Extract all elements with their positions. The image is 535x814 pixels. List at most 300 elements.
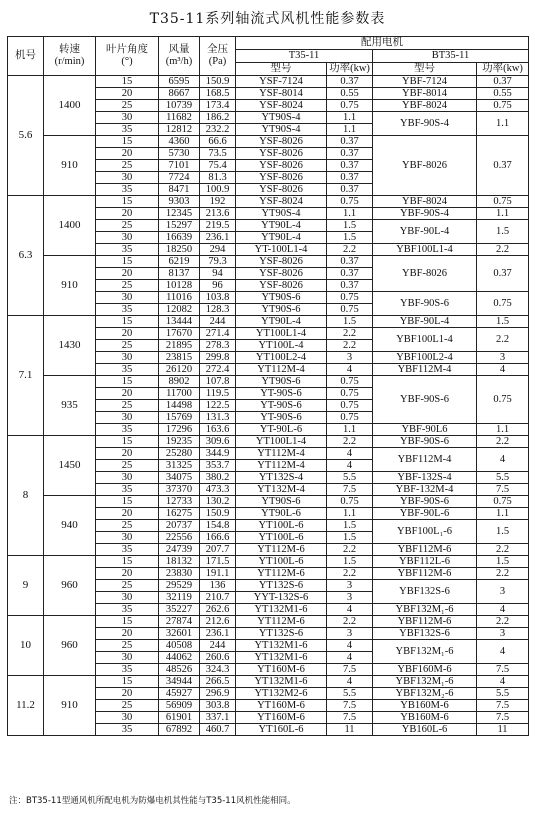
flow-cell: 23830 <box>159 568 200 580</box>
flow-cell: 15297 <box>159 220 200 232</box>
speed-header-label: 转速 <box>59 44 80 55</box>
flow-cell: 12812 <box>159 124 200 136</box>
t35-power-cell: 1.1 <box>327 112 373 124</box>
angle-cell: 20 <box>96 208 159 220</box>
t35-power-cell: 2.2 <box>327 436 373 448</box>
angle-cell: 35 <box>96 184 159 196</box>
t35-power-cell: 0.37 <box>327 268 373 280</box>
bt35-power-cell: 4 <box>477 364 529 376</box>
bt35-model-cell: YBF-8024 <box>373 100 477 112</box>
pressure-cell: 262.6 <box>200 604 236 616</box>
angle-cell: 35 <box>96 484 159 496</box>
bt35-model-header: 型号 <box>373 63 477 76</box>
bt35-power-cell: 7.5 <box>477 712 529 724</box>
bt35-power-cell: 1.1 <box>477 208 529 220</box>
bt35-power-header: 功率(kw) <box>477 63 529 76</box>
bt35-power-cell: 1.5 <box>477 316 529 328</box>
pressure-cell: 309.6 <box>200 436 236 448</box>
table-row <box>8 616 529 628</box>
t35-power-cell: 4 <box>327 364 373 376</box>
table-row <box>8 676 529 688</box>
t35-model-cell: YT100L-6 <box>236 556 327 568</box>
t35-model-cell: YT-90L-6 <box>236 424 327 436</box>
t35-power-cell: 1.1 <box>327 424 373 436</box>
t35-power-cell: 2.2 <box>327 616 373 628</box>
bt35-model-cell: YBF132S-6 <box>373 628 477 640</box>
t35-power-cell: 3 <box>327 592 373 604</box>
t35-power-cell: 7.5 <box>327 712 373 724</box>
pressure-cell: 122.5 <box>200 400 236 412</box>
flow-cell: 40508 <box>159 640 200 652</box>
t35-model-cell: YT100L-6 <box>236 520 327 532</box>
table-row <box>8 196 529 208</box>
angle-cell: 35 <box>96 244 159 256</box>
pressure-cell: 232.2 <box>200 124 236 136</box>
angle-cell: 25 <box>96 700 159 712</box>
flow-cell: 21895 <box>159 340 200 352</box>
pressure-header-unit: (Pa) <box>208 56 227 67</box>
t35-power-cell: 0.75 <box>327 292 373 304</box>
t35-model-cell: YT90S-4 <box>236 112 327 124</box>
bt35-model-cell: YBF100L₁-6 <box>373 520 477 544</box>
flow-cell: 7724 <box>159 172 200 184</box>
pressure-cell: 166.6 <box>200 532 236 544</box>
t35-power-cell: 7.5 <box>327 484 373 496</box>
t35-power-cell: 1.5 <box>327 556 373 568</box>
flow-cell: 20737 <box>159 520 200 532</box>
angle-cell: 20 <box>96 328 159 340</box>
t35-model-cell: YT90L-4 <box>236 316 327 328</box>
pressure-cell: 130.2 <box>200 496 236 508</box>
t35-power-cell: 0.75 <box>327 304 373 316</box>
bt35-model-cell: YBF112M-4 <box>373 364 477 376</box>
bt35-power-cell: 3 <box>477 352 529 364</box>
pressure-cell: 266.5 <box>200 676 236 688</box>
fan-no-header: 机号 <box>8 37 44 76</box>
flow-cell: 16275 <box>159 508 200 520</box>
bt35-power-cell: 0.75 <box>477 376 529 424</box>
angle-cell: 15 <box>96 316 159 328</box>
t35-model-cell: YT-90S-6 <box>236 388 327 400</box>
pressure-header-label: 全压 <box>207 44 228 55</box>
bt35-power-cell: 0.75 <box>477 196 529 208</box>
pressure-cell: 128.3 <box>200 304 236 316</box>
angle-cell: 15 <box>96 256 159 268</box>
flow-cell: 11682 <box>159 112 200 124</box>
t35-power-cell: 0.75 <box>327 412 373 424</box>
pressure-cell: 294 <box>200 244 236 256</box>
flow-cell: 11016 <box>159 292 200 304</box>
pressure-cell: 210.7 <box>200 592 236 604</box>
angle-cell: 25 <box>96 580 159 592</box>
speed-cell: 910 <box>44 256 96 316</box>
bt35-model-cell: YBF112M-6 <box>373 616 477 628</box>
pressure-cell: 81.3 <box>200 172 236 184</box>
pressure-cell: 154.8 <box>200 520 236 532</box>
bt35-power-cell: 5.5 <box>477 472 529 484</box>
bt35-power-cell: 4 <box>477 604 529 616</box>
angle-header <box>96 37 159 76</box>
pressure-cell: 100.9 <box>200 184 236 196</box>
t35-model-cell: YT160M-6 <box>236 712 327 724</box>
flow-cell: 29529 <box>159 580 200 592</box>
bt35-power-cell: 1.5 <box>477 556 529 568</box>
t35-model-cell: YT90S-4 <box>236 124 327 136</box>
t35-model-cell: YT100L2-4 <box>236 352 327 364</box>
t35-power-cell: 4 <box>327 604 373 616</box>
bt35-power-cell: 4 <box>477 640 529 664</box>
angle-cell: 30 <box>96 712 159 724</box>
flow-cell: 14498 <box>159 400 200 412</box>
pressure-cell: 75.4 <box>200 160 236 172</box>
bt35-model-cell: YBF-7124 <box>373 76 477 88</box>
t35-model-cell: YT112M-4 <box>236 448 327 460</box>
table-row <box>8 496 529 508</box>
bt35-power-cell: 7.5 <box>477 700 529 712</box>
pressure-cell: 66.6 <box>200 136 236 148</box>
t35-power-cell: 0.37 <box>327 280 373 292</box>
flow-cell: 37370 <box>159 484 200 496</box>
t35-model-cell: YT132S-6 <box>236 628 327 640</box>
angle-cell: 25 <box>96 100 159 112</box>
pressure-cell: 94 <box>200 268 236 280</box>
t35-power-cell: 1.5 <box>327 532 373 544</box>
t35-model-cell: YT112M-6 <box>236 616 327 628</box>
speed-cell: 910 <box>44 676 96 736</box>
bt35-power-cell: 1.5 <box>477 520 529 544</box>
t35-model-cell: YT90S-6 <box>236 496 327 508</box>
flow-cell: 12345 <box>159 208 200 220</box>
speed-cell: 940 <box>44 496 96 556</box>
angle-cell: 35 <box>96 724 159 736</box>
pressure-cell: 296.9 <box>200 688 236 700</box>
t35-power-cell: 11 <box>327 724 373 736</box>
t35-power-cell: 1.5 <box>327 316 373 328</box>
bt35-model-cell: YBF100L1-4 <box>373 244 477 256</box>
t35-model-cell: YT132M1-6 <box>236 640 327 652</box>
bt35-model-cell: YBF-8026 <box>373 256 477 292</box>
t35-model-cell: YT100L-4 <box>236 340 327 352</box>
angle-cell: 25 <box>96 640 159 652</box>
t35-model-cell: YT160L-6 <box>236 724 327 736</box>
flow-cell: 8137 <box>159 268 200 280</box>
angle-cell: 30 <box>96 652 159 664</box>
bt35-power-cell: 0.37 <box>477 76 529 88</box>
bt35-power-cell: 4 <box>477 676 529 688</box>
t35-model-cell: YT90L-4 <box>236 220 327 232</box>
flow-cell: 32601 <box>159 628 200 640</box>
angle-cell: 35 <box>96 544 159 556</box>
flow-cell: 11700 <box>159 388 200 400</box>
fan-no-cell: 10 <box>8 616 44 676</box>
pressure-cell: 107.8 <box>200 376 236 388</box>
t35-model-cell: YT132M1-6 <box>236 676 327 688</box>
angle-cell: 30 <box>96 112 159 124</box>
performance-table <box>7 36 529 736</box>
flow-cell: 44062 <box>159 652 200 664</box>
t35-power-cell: 0.75 <box>327 196 373 208</box>
t35-power-cell: 0.37 <box>327 160 373 172</box>
pressure-cell: 212.6 <box>200 616 236 628</box>
speed-header <box>44 37 96 76</box>
bt35-model-cell: YBF-90L-4 <box>373 220 477 244</box>
t35-power-cell: 0.75 <box>327 496 373 508</box>
angle-cell: 15 <box>96 76 159 88</box>
pressure-cell: 460.7 <box>200 724 236 736</box>
t35-model-cell: YT-100L1-4 <box>236 244 327 256</box>
pressure-cell: 272.4 <box>200 364 236 376</box>
flow-cell: 34075 <box>159 472 200 484</box>
table-row <box>8 316 529 328</box>
bt35-model-cell: YBF160M-6 <box>373 664 477 676</box>
flow-cell: 12733 <box>159 496 200 508</box>
bt35-power-cell: 1.1 <box>477 508 529 520</box>
t35-model-header: 型号 <box>236 63 327 76</box>
t35-power-cell: 1.1 <box>327 124 373 136</box>
flow-cell: 10739 <box>159 100 200 112</box>
flow-cell: 18132 <box>159 556 200 568</box>
angle-cell: 30 <box>96 232 159 244</box>
speed-cell: 1450 <box>44 436 96 496</box>
bt35-model-cell: YBF-90L-6 <box>373 508 477 520</box>
angle-cell: 25 <box>96 400 159 412</box>
speed-cell: 910 <box>44 136 96 196</box>
pressure-cell: 219.5 <box>200 220 236 232</box>
angle-cell: 20 <box>96 508 159 520</box>
t35-power-cell: 4 <box>327 676 373 688</box>
pressure-cell: 119.5 <box>200 388 236 400</box>
t35-power-cell: 0.37 <box>327 256 373 268</box>
t35-model-cell: YT132M1-6 <box>236 604 327 616</box>
angle-cell: 30 <box>96 532 159 544</box>
bt35-model-cell: YBF112M-6 <box>373 568 477 580</box>
bt35-model-cell: YBF-90L-4 <box>373 316 477 328</box>
angle-cell: 35 <box>96 304 159 316</box>
bt35-power-cell: 7.5 <box>477 484 529 496</box>
t35-model-cell: YT112M-6 <box>236 544 327 556</box>
t35-model-cell: YSF-8026 <box>236 136 327 148</box>
t35-model-cell: YT132M1-6 <box>236 652 327 664</box>
angle-cell: 25 <box>96 280 159 292</box>
motor-group-header: 配用电机 <box>236 37 529 50</box>
flow-cell: 7101 <box>159 160 200 172</box>
t35-power-cell: 0.55 <box>327 88 373 100</box>
t35-model-cell: YT160M-6 <box>236 664 327 676</box>
bt35-header: BT35-11 <box>373 50 529 63</box>
t35-model-cell: YSF-8026 <box>236 280 327 292</box>
table-row <box>8 376 529 388</box>
t35-model-cell: YSF-8024 <box>236 100 327 112</box>
bt35-model-cell: YBF132M₁-6 <box>373 640 477 664</box>
t35-model-cell: YSF-8026 <box>236 148 327 160</box>
bt35-model-cell: YBF132M₂-6 <box>373 688 477 700</box>
t35-power-cell: 2.2 <box>327 544 373 556</box>
flow-cell: 32119 <box>159 592 200 604</box>
flow-header <box>159 37 200 76</box>
angle-cell: 15 <box>96 676 159 688</box>
angle-cell: 30 <box>96 352 159 364</box>
bt35-power-cell: 2.2 <box>477 616 529 628</box>
bt35-power-cell: 5.5 <box>477 688 529 700</box>
pressure-cell: 168.5 <box>200 88 236 100</box>
angle-cell: 20 <box>96 628 159 640</box>
t35-power-cell: 4 <box>327 448 373 460</box>
angle-cell: 30 <box>96 472 159 484</box>
bt35-power-cell: 2.2 <box>477 328 529 352</box>
t35-power-cell: 2.2 <box>327 568 373 580</box>
pressure-cell: 324.3 <box>200 664 236 676</box>
flow-cell: 19235 <box>159 436 200 448</box>
t35-power-cell: 3 <box>327 580 373 592</box>
flow-cell: 9303 <box>159 196 200 208</box>
pressure-cell: 213.6 <box>200 208 236 220</box>
pressure-cell: 103.8 <box>200 292 236 304</box>
fan-no-cell: 8 <box>8 436 44 556</box>
table-body <box>8 76 529 736</box>
pressure-cell: 344.9 <box>200 448 236 460</box>
pressure-cell: 136 <box>200 580 236 592</box>
bt35-power-cell: 3 <box>477 628 529 640</box>
t35-power-cell: 4 <box>327 652 373 664</box>
pressure-cell: 278.3 <box>200 340 236 352</box>
t35-model-cell: YSF-8026 <box>236 172 327 184</box>
bt35-power-cell: 0.37 <box>477 136 529 196</box>
t35-power-cell: 1.5 <box>327 232 373 244</box>
pressure-cell: 244 <box>200 640 236 652</box>
fan-no-cell: 11.2 <box>8 676 44 736</box>
flow-cell: 15769 <box>159 412 200 424</box>
angle-cell: 15 <box>96 376 159 388</box>
angle-cell: 15 <box>96 616 159 628</box>
angle-cell: 30 <box>96 412 159 424</box>
bt35-model-cell: YBF-90S-6 <box>373 292 477 316</box>
bt35-model-cell: YBF-8014 <box>373 88 477 100</box>
bt35-power-cell: 4 <box>477 448 529 472</box>
t35-power-cell: 5.5 <box>327 688 373 700</box>
footnote: 注：BT35-11型通风机所配电机为防爆电机其性能与T35-11风机性能相同。 <box>9 796 296 806</box>
t35-model-cell: YT112M-4 <box>236 460 327 472</box>
flow-cell: 17296 <box>159 424 200 436</box>
bt35-model-cell: YBF132M₁-6 <box>373 676 477 688</box>
pressure-cell: 303.8 <box>200 700 236 712</box>
t35-power-cell: 2.2 <box>327 340 373 352</box>
angle-cell: 35 <box>96 364 159 376</box>
angle-cell: 35 <box>96 664 159 676</box>
flow-cell: 6219 <box>159 256 200 268</box>
bt35-power-cell: 2.2 <box>477 244 529 256</box>
pressure-cell: 244 <box>200 316 236 328</box>
t35-model-cell: YT90S-6 <box>236 292 327 304</box>
flow-cell: 18250 <box>159 244 200 256</box>
t35-model-cell: YT90S-6 <box>236 304 327 316</box>
t35-power-cell: 3 <box>327 628 373 640</box>
t35-model-cell: YT100L1-4 <box>236 436 327 448</box>
pressure-cell: 171.5 <box>200 556 236 568</box>
flow-cell: 67892 <box>159 724 200 736</box>
table-row <box>8 436 529 448</box>
speed-cell: 960 <box>44 616 96 676</box>
pressure-cell: 131.3 <box>200 412 236 424</box>
bt35-power-cell: 0.75 <box>477 292 529 316</box>
t35-model-cell: YT90S-6 <box>236 376 327 388</box>
angle-cell: 15 <box>96 556 159 568</box>
t35-model-cell: YSF-8026 <box>236 184 327 196</box>
t35-model-cell: YT160M-6 <box>236 700 327 712</box>
flow-header-unit: (m³/h) <box>165 56 193 67</box>
t35-model-cell: YT112M-6 <box>236 568 327 580</box>
t35-power-cell: 2.2 <box>327 328 373 340</box>
flow-cell: 13444 <box>159 316 200 328</box>
t35-model-cell: YSF-8026 <box>236 160 327 172</box>
bt35-power-cell: 2.2 <box>477 436 529 448</box>
pressure-cell: 192 <box>200 196 236 208</box>
flow-cell: 25280 <box>159 448 200 460</box>
flow-cell: 56909 <box>159 700 200 712</box>
table-row <box>8 76 529 88</box>
bt35-model-cell: YB160M-6 <box>373 700 477 712</box>
bt35-model-cell: YBF100L1-4 <box>373 328 477 352</box>
pressure-cell: 173.4 <box>200 100 236 112</box>
angle-cell: 15 <box>96 196 159 208</box>
bt35-model-cell: YBF112M-4 <box>373 448 477 472</box>
bt35-power-cell: 7.5 <box>477 664 529 676</box>
bt35-model-cell: YBF112L-6 <box>373 556 477 568</box>
t35-power-cell: 0.37 <box>327 184 373 196</box>
t35-model-cell: YT132S-4 <box>236 472 327 484</box>
pressure-cell: 353.7 <box>200 460 236 472</box>
flow-cell: 24739 <box>159 544 200 556</box>
t35-model-cell: YSF-8014 <box>236 88 327 100</box>
bt35-model-cell: YBF-132M-4 <box>373 484 477 496</box>
t35-power-cell: 0.37 <box>327 76 373 88</box>
angle-cell: 20 <box>96 148 159 160</box>
pressure-cell: 207.7 <box>200 544 236 556</box>
angle-cell: 25 <box>96 520 159 532</box>
angle-cell: 20 <box>96 568 159 580</box>
bt35-power-cell: 3 <box>477 580 529 604</box>
t35-model-cell: YT132S-6 <box>236 580 327 592</box>
t35-model-cell: YT-90S-6 <box>236 400 327 412</box>
t35-power-cell: 1.5 <box>327 220 373 232</box>
flow-cell: 61901 <box>159 712 200 724</box>
angle-cell: 25 <box>96 160 159 172</box>
t35-power-cell: 0.75 <box>327 388 373 400</box>
bt35-power-cell: 1.1 <box>477 424 529 436</box>
pressure-cell: 79.3 <box>200 256 236 268</box>
flow-cell: 8667 <box>159 88 200 100</box>
bt35-model-cell: YBF-90S-6 <box>373 376 477 424</box>
angle-cell: 30 <box>96 592 159 604</box>
angle-cell: 35 <box>96 604 159 616</box>
t35-model-cell: YT90S-4 <box>236 208 327 220</box>
t35-power-cell: 7.5 <box>327 664 373 676</box>
t35-model-cell: YT100L1-4 <box>236 328 327 340</box>
angle-cell: 25 <box>96 340 159 352</box>
bt35-power-cell: 11 <box>477 724 529 736</box>
angle-cell: 30 <box>96 292 159 304</box>
t35-power-cell: 5.5 <box>327 472 373 484</box>
flow-cell: 45927 <box>159 688 200 700</box>
bt35-power-cell: 0.75 <box>477 496 529 508</box>
flow-cell: 34944 <box>159 676 200 688</box>
bt35-model-cell: YBF-90S-6 <box>373 496 477 508</box>
bt35-model-cell: YBF-90S-6 <box>373 436 477 448</box>
table-header <box>8 37 529 76</box>
pressure-cell: 260.6 <box>200 652 236 664</box>
speed-cell: 960 <box>44 556 96 616</box>
t35-model-cell: YYT-132S-6 <box>236 592 327 604</box>
pressure-cell: 337.1 <box>200 712 236 724</box>
